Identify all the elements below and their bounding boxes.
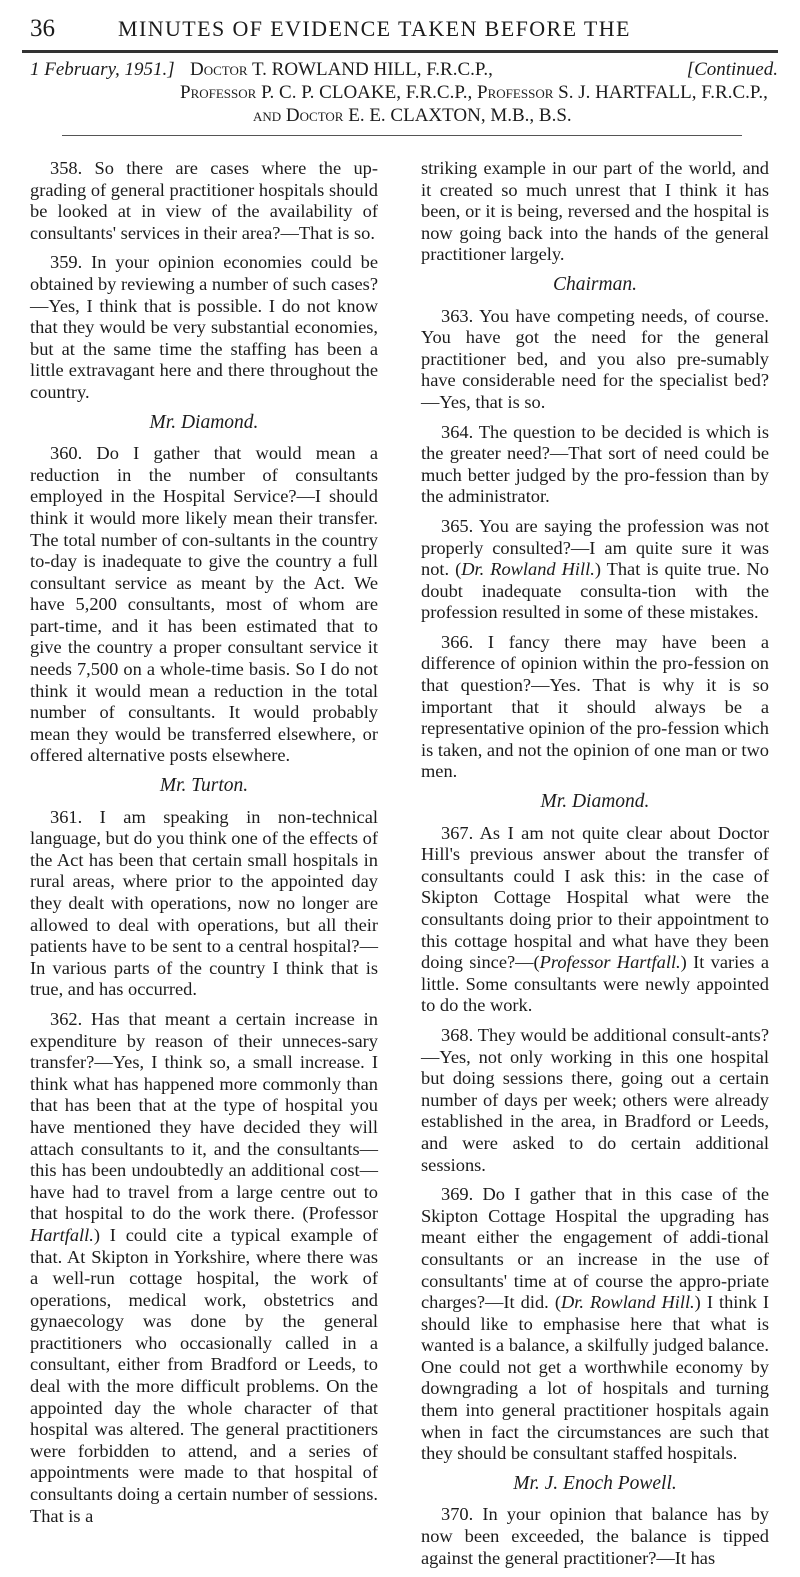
left-column [30, 158, 378, 1535]
running-title: MINUTES OF EVIDENCE TAKEN BEFORE THE [118, 16, 631, 41]
witness-line-2: Professor P. C. P. CLOAKE, F.R.C.P., Professor S. J. HARTFALL, F.R.C.P., [180, 82, 768, 103]
question-363: 363. You have competing needs, of course. You have got the need for the general practitioner bed, and you also pre-sumably have considerable need for the specialist bed?—Yes, that is so. [421, 305, 769, 412]
running-head [30, 14, 780, 44]
witness-header [30, 58, 778, 127]
witness-line-1: Doctor T. ROWLAND HILL, F.R.C.P., [190, 59, 493, 80]
question-361: 361. I am speaking in non-technical language, but do you think one of the effects of the Act has been that certain small hospitals in rural areas, where prior to the appointed day they dealt with operations, now no longer are allowed to deal with operations, but all their patients have to be sent to a central hospital?—In various parts of the country I think that is true, and has occurred. [30, 806, 378, 1000]
question-366: 366. I fancy there may have been a difference of opinion within the pro-fession on that question?—Yes. That is why it is so important that it should always be a representative opinion of the pro-fession which is taken, and not the opinion of one man or two men. [421, 631, 769, 782]
question-362: 362. Has that meant a certain increase in expenditure by reason of their unneces-sary transfer?—Yes, I think so, a small increase. I think what has happened more commonly than that has been that at the type of hospital you have mentioned they have decided they will attach consultants to it, and the consultants—this has been undoubtedly an additional cost—have had to travel from a large centre out to that hospital to do the work there. (Professor Hartfall.) I could cite a typical example of that. At Skipton in Yorkshire, where there was a well-run cottage hospital, the work of operations, medical work, obstetrics and gynaecology was done by the general practitioners who occasionally called in a consultant, either from Bradford or Leeds, to deal with the more difficult problems. On the appointed day the whole character of that hospital was altered. The general practitioners were forbidden to attend, and a series of appointments were made to that hospital of consultants doing a certain number of sessions. That is a [30, 1008, 378, 1526]
right-column [421, 158, 769, 1577]
speaker-heading: Mr. J. Enoch Powell. [513, 1472, 677, 1494]
speaker-heading: Mr. Diamond. [540, 791, 650, 813]
witness-line-3: and Doctor E. E. CLAXTON, M.B., B.S. [253, 105, 572, 126]
question-370: 370. In your opinion that balance has by now been exceeded, the balance is tipped against the general practitioner?—It has [421, 1504, 769, 1568]
section-rule [62, 135, 742, 136]
question-362-continued: striking example in our part of the world, and it created so much unrest that I think it has been, or it is being, reversed and the hospital is now going back into the hands of the general practitioner largely. [421, 158, 769, 265]
speaker-heading: Chairman. [553, 273, 637, 295]
question-360: 360. Do I gather that would mean a reduction in the number of consultants employed in the Hospital Service?—I should think it would more likely mean their transfer. The total number of con-sultants in the country to-day is inadequate to give the country a full consultant service as meant by the Act. We have 5,200 consultants, most of whom are part-time, and it has been estimated that to give the country a proper consultant service it needs 7,500 on a whole-time basis. So I do not think it would mean a reduction in the total number of consultants. It would probably mean they would be transferred elsewhere, or offered alternative posts elsewhere. [30, 443, 378, 766]
question-359: 359. In your opinion economies could be obtained by reviewing a number of such cases?—Yes, I think that is possible. I do not know that they would be very substantial economies, but at the same time the staffing has been a little extravagant here and there throughout the country. [30, 252, 378, 402]
speaker-heading: Mr. Diamond. [149, 411, 259, 433]
question-358: 358. So there are cases where the up-grading of general practitioner hospitals should be looked at in view of the availability of consultants' services in their area?—That is so. [30, 158, 378, 243]
question-365: 365. You are saying the profession was not properly consulted?—I am quite sure it was not. (Dr. Rowland Hill.) That is quite true. No doubt inadequate consulta-tion with the profession resulted in some of these mistakes. [421, 515, 769, 623]
question-368: 368. They would be additional consult-ants?—Yes, not only working in this one hospital but doing sessions there, going out a certain number of days per week; others were already established in the area, in Bradford or Leeds, and were asked to do certain additional sessions. [421, 1024, 769, 1175]
question-364: 364. The question to be decided is which is the greater need?—That sort of need could be much better judged by the pro-fession than by the administrator. [421, 421, 769, 507]
continued-label: [Continued. [686, 59, 778, 80]
question-369: 369. Do I gather that in this case of the Skipton Cottage Hospital the upgrading has meant either the engagement of addi-tional consultants or an increase in the use of consultants' time at of course the appro-priate charges?—It did. (Dr. Rowland Hill.) I think I should like to emphasise here that what is wanted is a balance, a skilfully judged balance. One could not get a worthwhile economy by downgrading a lot of hospitals and turning them into general practitioner hospitals again when in fact the circumstances are such that they should be consultant staffed hospitals. [421, 1184, 769, 1464]
question-367: 367. As I am not quite clear about Doctor Hill's previous answer about the transfer of consultants could I ask this: in the case of Skipton Cottage Hospital what were the consultants doing prior to their appointment to this cottage hospital and what have they been doing since?—(Professor Hartfall.) It varies a little. Some consultants were newly appointed to do the work. [421, 822, 769, 1016]
hearing-date: 1 February, 1951.] [30, 59, 175, 80]
speaker-heading: Mr. Turton. [159, 775, 249, 797]
header-rule [22, 50, 778, 53]
page-number: 36 [30, 15, 55, 42]
